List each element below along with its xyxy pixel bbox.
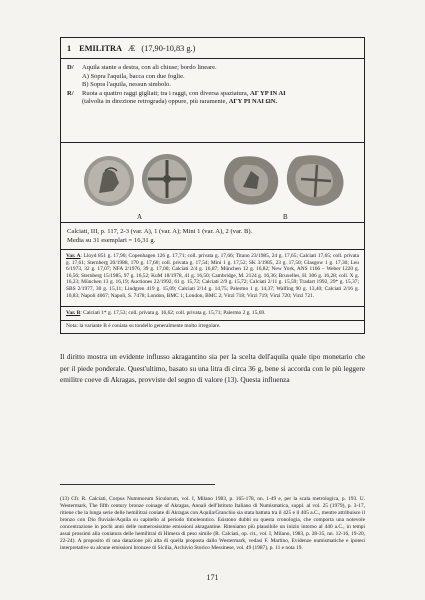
metal-symbol: Æ [128, 43, 136, 53]
catalogue-entry-box [60, 37, 365, 334]
coin-label-b: B [283, 213, 288, 221]
variant-a-label: Var. A [66, 253, 81, 259]
reverse-text-1: Ruota a quattro raggi gigliati; tra i raggi, con diversa spaziatura, [82, 89, 249, 97]
page-number: 171 [206, 573, 219, 582]
variant-b-label: Var. B [66, 310, 81, 316]
reverse-legend-2: ΑΓΥ ΡΙ ΝΑΙ ΩΝ. [228, 98, 278, 105]
coin-a-obverse-image [84, 156, 134, 206]
coin-a-reverse-image [142, 154, 192, 204]
variant-note: Nota: la variante B è coniata su tondello generalmente molto irregolare. [66, 323, 221, 329]
variant-a-text: : Lloyd 851 g. 17,90; Copenhagen 126 g. 17,71; coll. privata g. 17,66; Titano 23/1985, 24 g. 17,65; Calciati 17,65; coll. privata g. 17,61; Sternberg 20/1988, 170 g. 17,60; coll. privata g. 17,54; Mini 1 g. 17,52; SK 3/1985, 23 g. 17,50; Glasgow 1 g. 17,30; Leu 6/1973, 32 g. 17,07; NFA 2/1976, 39 g. 17,00; Calciati 2/4 g. 16,87; München 12 g. 16,82; New York, ANS 1166 – Weber 1220 g. 16,56; Sternberg 15/1985, 97 g. 16,52; KuM 18/1978, 41 g. 16,50; Cambridge, M. 2124 g. 16,36; Bruxelles, H. 306 g. 16,28; coll. X g. 16,23; München 13 g. 16,19; Auctiones 22/1992, 61 g. 15,72; Calciati 2/9 g. 15,72; Calciati 2/11 g. 15,59; Tradart 1992, 29* g. 15,37; SBS 2/1977, 30 g. 15,11; Lindgren 419 g. 15,09; Calciati 2/14 g. 14,75; Palermo 1 g. 14,37; Walfing 90 g. 13,40; Calciati 2/16 g. 10,83; Napoli 4067; Napoli, S. 7478; London, BMC 1; London, BMC 2; Virzì 718; Virzì 719; Virzì 720; Virzì 721. [66, 253, 360, 299]
variant-a-list [61, 250, 364, 307]
entry-header [61, 38, 364, 59]
references-line-2: Media su 31 esemplari = 16,31 g. [67, 237, 156, 244]
reverse-text [82, 90, 358, 99]
obverse-text: Aquila stante a destra, con ali chiuse; bordo lineare. [82, 64, 217, 71]
reverse-row [67, 90, 358, 99]
variant-b-text: : Calciati 1* g. 17,53; coll. privata g. 16,62; coll. privata g. 15,71; Palermo 2 g. 15,69. [80, 310, 266, 316]
coin-photos-svg [61, 143, 364, 223]
reverse-legend-1: ΑΓ ΥΡ ΙΝ ΑΙ [250, 89, 286, 97]
coin-b-obverse-image [224, 156, 278, 204]
coin-description [61, 59, 364, 143]
reverse-text-2: (talvolta in direzione retrograda) oppure, più raramente, [82, 98, 228, 105]
body-paragraph: Il diritto mostra un evidente influsso akragantino sia per la scelta dell'aquila quale tipo monetario che per il piede ponderale. Quest'ultimo, basato su una litra di circa 36 g, bene si accorda con le più leggere emilitre coeve di Akragas, provviste del segno di valore (13). Questa influenza [60, 352, 365, 384]
reverse-cont [67, 98, 358, 107]
entry-number: 1 [67, 43, 72, 53]
coin-photos [61, 143, 364, 223]
reverse-key: R/ [67, 89, 74, 97]
references-line-1: Calciati, III, p. 117, 2-3 (var. A), 1 (var. A); Mini 1 (var. A), 2 (var. B). [67, 228, 253, 235]
variant-b-list [61, 307, 364, 321]
coin-b-reverse-image [287, 155, 344, 206]
coin-label-a: A [137, 213, 143, 221]
obverse-row [67, 64, 358, 73]
footnote-rule [60, 484, 215, 485]
footnote: (13) Cfr. R. Calciati, Corpus Nummorum Siculorum, vol. I, Milano 1983, p. 165-178, nn. 1-49 e, per la scala metrologica, p. 193. U. Westermark, The fifth century bronze coinage of Akragas, Annali dell'Istituto Italiano di Numismatica, suppl. al vol. 25 (1979), p. 3-17, ritiene che la lunga serie delle hemilitrai coniate di Akragas con Aquila/Granchio sia stata battuta tra il 425 e il 405 a.C., mentre attribuisce il bronzo con Dio fluviale/Aquila su capitello al periodo timoleontico. Esistono dubbi su questa cronologia, che comporta una notevole concentrazione in pochi anni delle numerosissime emissioni akragantine. Riteniamo più plausibile un inizio intorno al 440 a.C., in tempi assai prossimi alla coniatura delle hemilitrai di Himera di peso simile (R. Calciati, op. cit., vol. I, Milano, 1983, p. 28-35, nn. 12-16, 19-20, 22-24). A proposito di una datazione più alta di quella proposta dallo Westermark, vedasi F. Martino, Evidenze numismatiche e ipotesi interpretative su alcune emissioni bronzee di Sicilia, Archivio Storico Messinese, vol. 49 (1987), p. 11 e nota 19. [60, 496, 365, 551]
denomination-name: EMILITRA [79, 43, 123, 53]
obverse-key: D/ [67, 64, 74, 71]
obverse-variant-a: A) Sopra l'aquila, bacca con due foglie. [82, 72, 185, 80]
weight-range: (17,90-10,83 g.) [141, 43, 196, 53]
references [61, 223, 364, 250]
obverse-variant-b: B) Sopra l'aquila, nessun simbolo. [82, 81, 171, 88]
